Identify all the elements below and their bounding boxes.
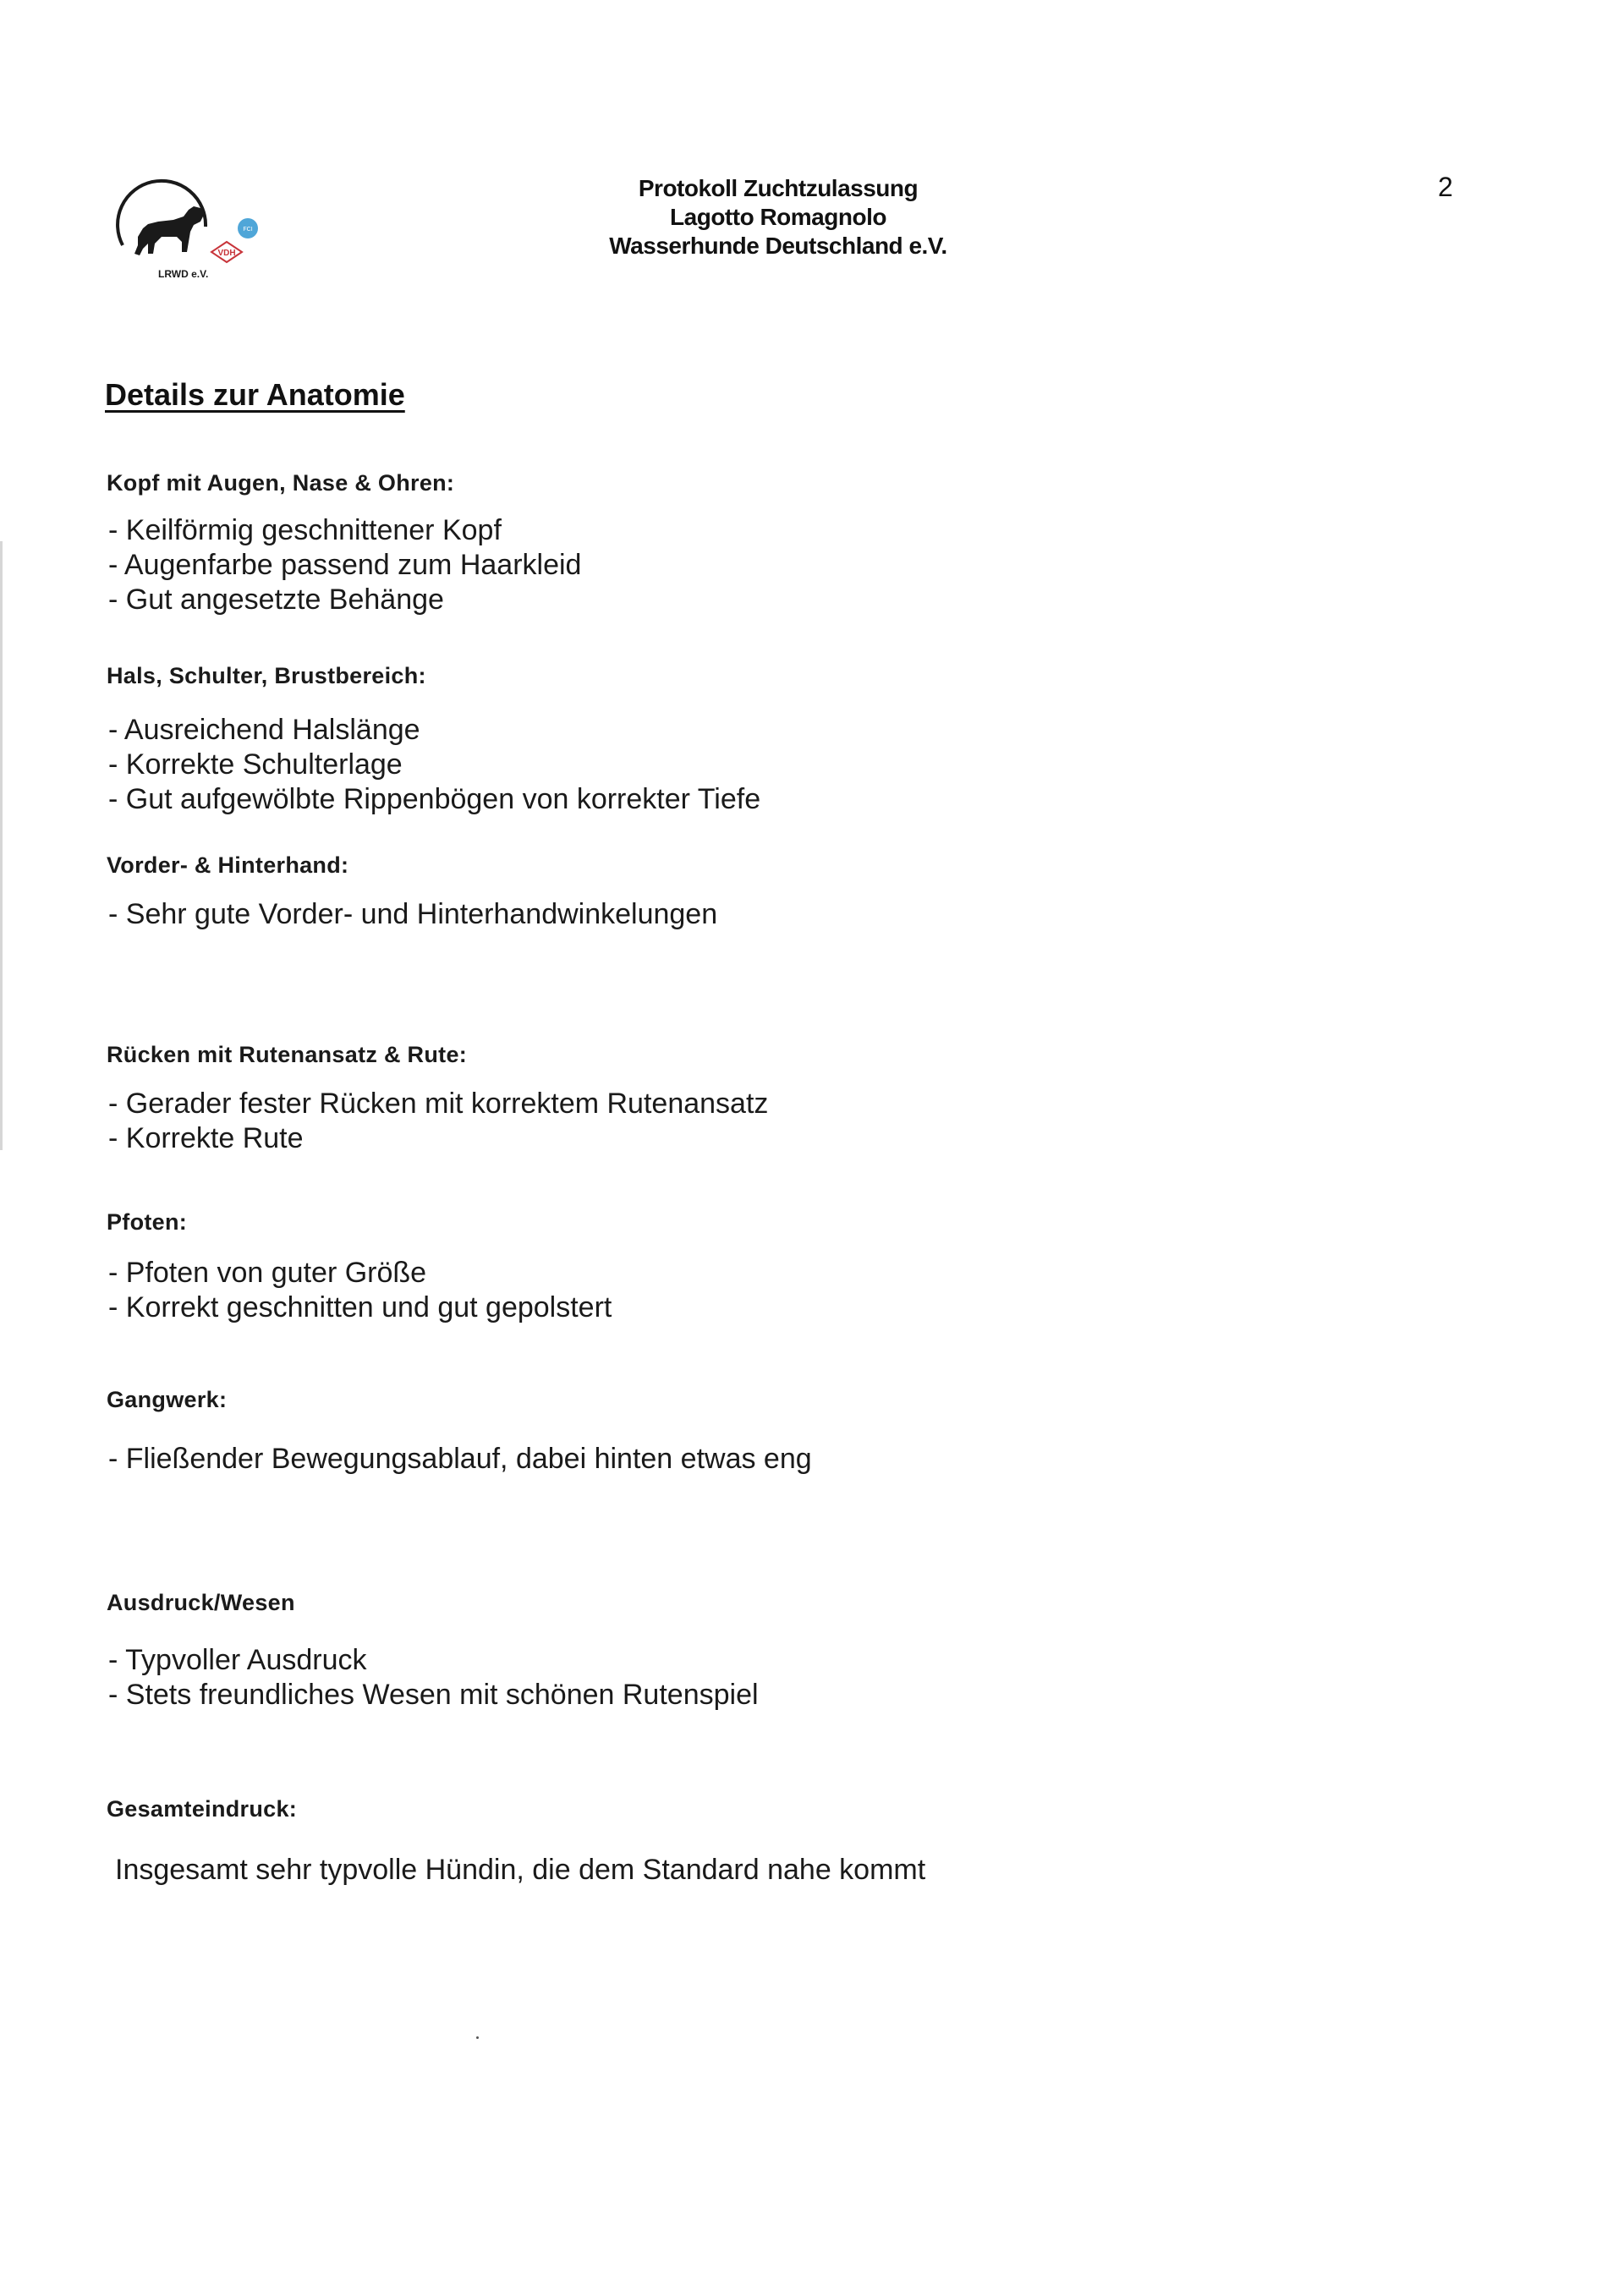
lagotto-dog-logo-icon (106, 178, 275, 288)
section-head-eyes-nose-ears (107, 470, 1375, 617)
list-item: - Keilförmig geschnittener Kopf (108, 514, 502, 546)
vdh-badge-text: VDH (217, 249, 236, 258)
list-item: - Sehr gute Vorder- und Hinterhandwinkelungen (108, 898, 718, 930)
header-title-line-3: Wasserhunde Deutschland e.V. (609, 233, 947, 259)
section-title: Hals, Schulter, Brustbereich: (107, 663, 426, 688)
document-header-title (558, 174, 998, 260)
list-item: - Ausreichend Halslänge (108, 714, 420, 746)
section-fore-hindquarters (107, 852, 1375, 932)
list-item: - Korrekte Rute (108, 1122, 304, 1154)
club-logo-text: LRWD e.V. (158, 268, 209, 280)
list-item: - Gerader fester Rücken mit korrektem Rutenansatz (108, 1088, 769, 1120)
list-item: - Gut aufgewölbte Rippenbögen von korrekter Tiefe (108, 783, 761, 815)
list-item: - Typvoller Ausdruck (108, 1644, 367, 1676)
list-item: - Korrekte Schulterlage (108, 748, 403, 781)
section-overall-impression (107, 1796, 1375, 1888)
list-item: - Gut angesetzte Behänge (108, 584, 444, 616)
section-back-tail (107, 1042, 1375, 1156)
list-item: - Pfoten von guter Größe (108, 1257, 427, 1289)
section-title: Vorder- & Hinterhand: (107, 852, 349, 878)
section-paws (107, 1209, 1375, 1325)
fci-text: FCI (243, 227, 253, 233)
section-title: Gesamteindruck: (107, 1796, 298, 1822)
overall-impression-text: Insgesamt sehr typvolle Hündin, die dem Standard nahe kommt (115, 1854, 926, 1886)
section-title: Rücken mit Rutenansatz & Rute: (107, 1042, 468, 1067)
scan-speck (476, 2036, 479, 2039)
header-title-line-1: Protokoll Zuchtzulassung (638, 175, 919, 201)
header-title-line-2: Lagotto Romagnolo (670, 204, 886, 230)
page-number: 2 (1438, 172, 1453, 202)
page-title: Details zur Anatomie (105, 377, 405, 412)
section-title: Ausdruck/Wesen (107, 1590, 295, 1615)
list-item: - Augenfarbe passend zum Haarkleid (108, 549, 582, 581)
list-item: - Korrekt geschnitten und gut gepolstert (108, 1291, 612, 1323)
section-expression-temperament (107, 1590, 1375, 1712)
section-title: Kopf mit Augen, Nase & Ohren: (107, 470, 455, 496)
section-title: Pfoten: (107, 1209, 188, 1235)
list-item: - Fließender Bewegungsablauf, dabei hinten etwas eng (108, 1443, 812, 1475)
section-gait (107, 1387, 1375, 1477)
list-item: - Stets freundliches Wesen mit schönen Rutenspiel (108, 1679, 759, 1711)
club-logo (106, 178, 275, 288)
section-title: Gangwerk: (107, 1387, 228, 1412)
scan-edge-shadow (0, 541, 3, 1150)
section-neck-shoulder-chest (107, 663, 1375, 817)
